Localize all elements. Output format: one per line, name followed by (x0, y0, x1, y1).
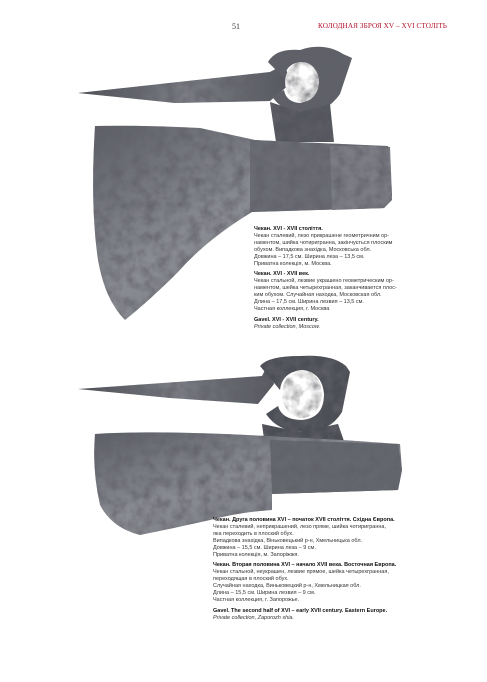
caption-b-ru-line: Частная коллекция, г. Запорожье. (213, 596, 300, 603)
caption-a-ru-line: ким обухом. Случайная находка, Московская обл. (254, 292, 382, 299)
caption-b-en-line: Private collection, Zaporozh shia. (213, 614, 295, 621)
caption-b-ua-line: Приватна колекція, м. Запоріжжя. (213, 551, 299, 558)
caption-b-ru-line: Чекан стальной, неукрашен, лезвие прямое, шейка четырехгранная, (213, 569, 389, 576)
caption-a-ua-title: Чекан. XVI - XVII століття. (254, 226, 323, 232)
caption-a-ua-line: наментом, шийка чотиригранна, закінчується плоским (254, 239, 393, 246)
axe-b-image (78, 356, 402, 535)
caption-a-en-line: Private collection, Moscow. (254, 323, 321, 330)
caption-b-ua-line: Випадкова знахідка, Віньковецький р-н, Хмельницька обл. (213, 537, 363, 544)
caption-a-ua-line: Довжина – 17,5 см. Ширина леза – 13,5 см. (254, 253, 365, 260)
caption-a-ua-line: Чекан сталевий, лезо прикрашене геометричним ор- (254, 232, 389, 239)
page-number: 51 (232, 22, 240, 31)
caption-a-ru-line: Частная коллекция, г. Москва (254, 305, 330, 312)
caption-b-ru-line: переходящая в плоский обух. (213, 576, 289, 583)
caption-a-ru-line: наментом, шейка четырехгранная, заканчивается плос- (254, 285, 397, 292)
caption-a-ru-line: Длина – 17,5 см. Ширина лезвия – 13,5 см. (254, 299, 364, 306)
caption-b-ru-title: Чекан. Вторая половина XVI – начало XVII века. Восточная Европа. (213, 562, 397, 569)
caption-b-ua-title: Чекан. Друга половина XVI – початок XVII століття. Східна Європа. (213, 517, 395, 523)
caption-a-ru-line: Чекан стальной, лезвие украшено геометрическим ор- (254, 278, 394, 285)
caption-b-ru-line: Случайная находка, Виньковецкий р-н, Хмельницкая обл. (213, 583, 361, 590)
caption-axe-b (213, 517, 401, 626)
caption-a-ru-title: Чекан. XVI - XVII век. (254, 271, 310, 278)
caption-b-ua-line: Чекан сталевий, неприкрашений, лезо пряме, шийка чотиригранна, (213, 523, 386, 530)
caption-b-ua-line: Довжина – 15,5 см. Ширина леза – 9 см. (213, 544, 316, 551)
running-head: КОЛОДНАЯ ЗБРОЯ XV – XVI СТОЛІТЬ (318, 22, 447, 30)
caption-a-en-title: Gavel. XVI - XVII century. (254, 316, 319, 323)
caption-b-ru-line: Длина – 15,5 см. Ширина лезвия – 9 см. (213, 590, 316, 597)
caption-a-ua-line: обухом. Випадкова знахідка, Московська обл. (254, 246, 372, 253)
caption-axe-a (254, 226, 404, 335)
caption-a-ua-line: Приватна колекція, м. Москва. (254, 260, 332, 267)
caption-b-en-title: Gavel. The second half of XVI – early XVII century. Eastern Europe. (213, 607, 388, 614)
caption-b-ua-line: яка переходить в плоский обух. (213, 530, 294, 537)
